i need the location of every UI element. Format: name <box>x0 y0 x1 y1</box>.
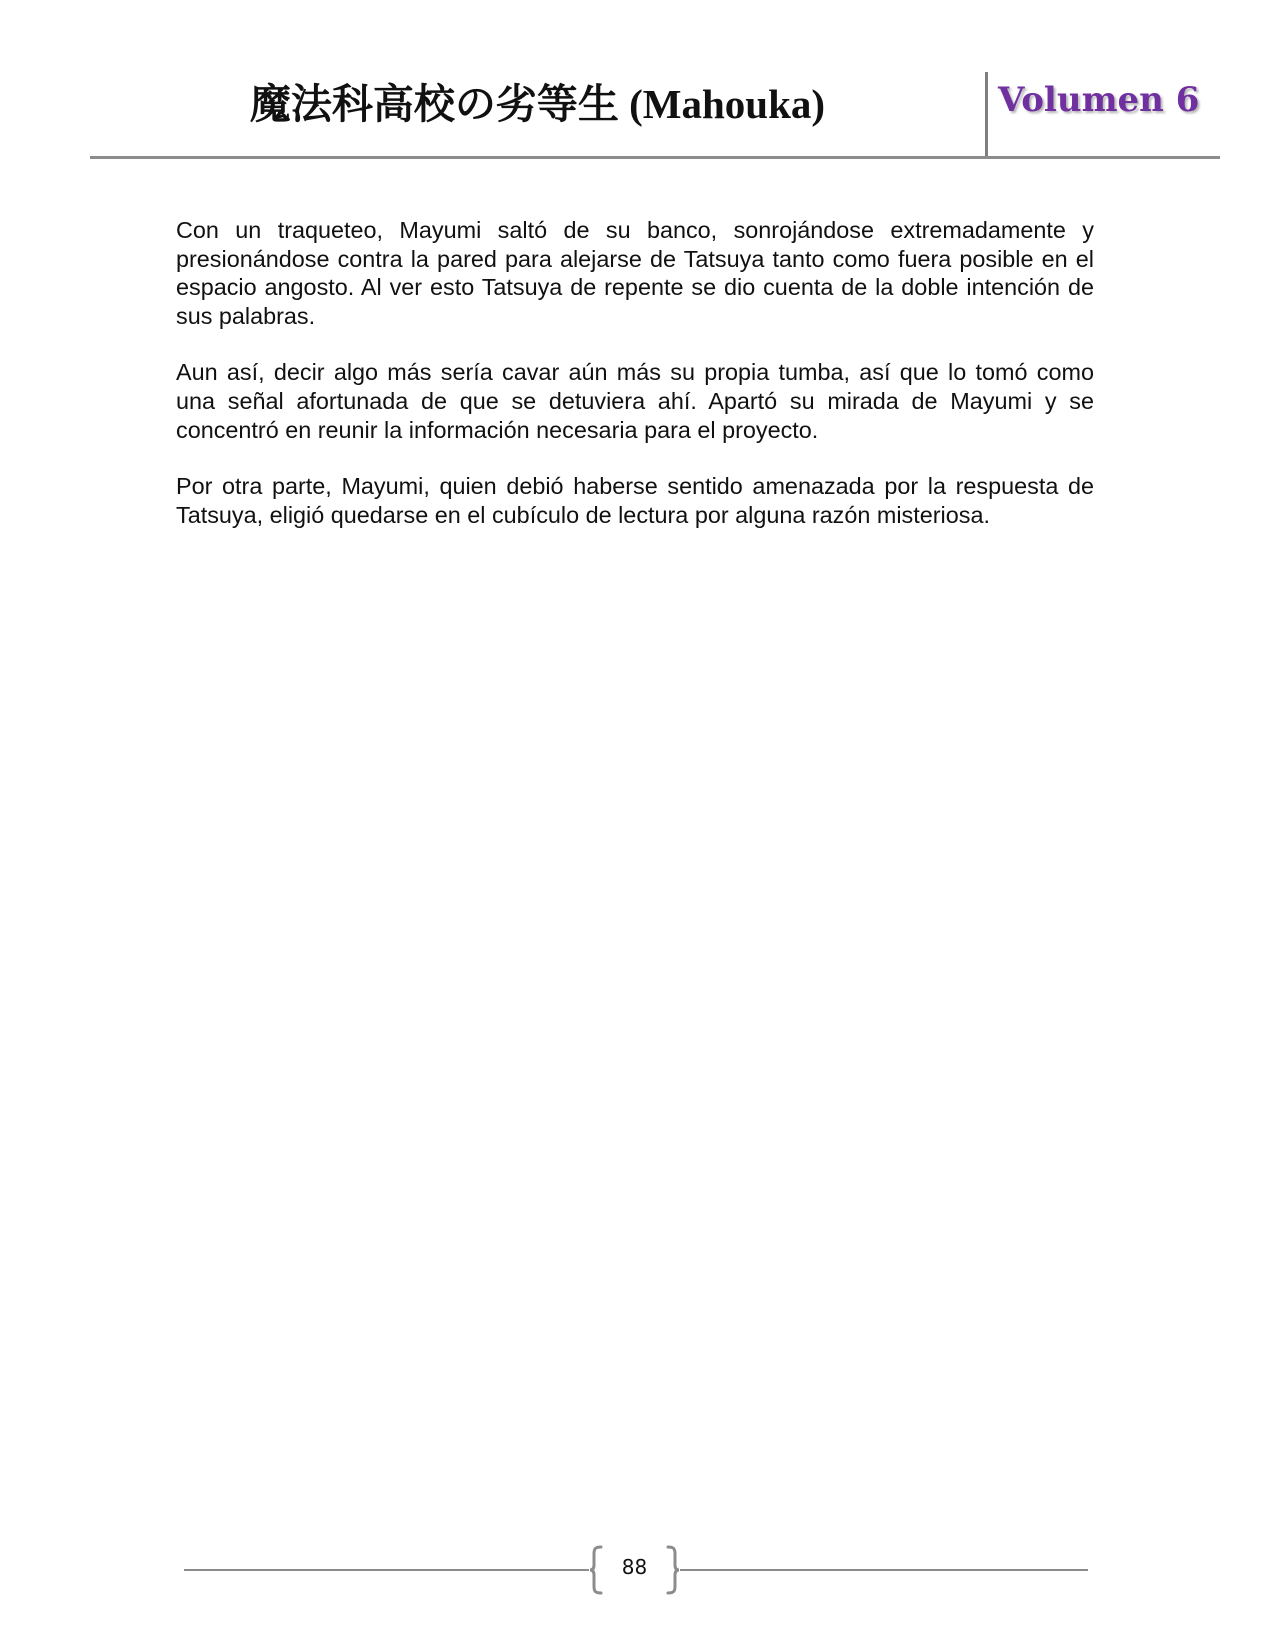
paragraph-1: Con un traqueteo, Mayumi saltó de su banco, sonrojándose extremadamente y presionándose contra la pared para alejarse de Tatsuya tanto como fuera posible en el espacio angosto. Al ver esto Tatsuya de repente se dio cuenta de la doble intención de sus palabras. <box>176 217 1094 329</box>
header-rule <box>90 156 1220 159</box>
page-header <box>90 70 1220 160</box>
volume-label: Volumen 6 <box>998 80 1200 120</box>
header-divider <box>985 72 988 156</box>
paragraph-2: Aun así, decir algo más sería cavar aún más su propia tumba, así que lo tomó como una señal afortunada de que se detuviera ahí. Apartó su mirada de Mayumi y se concentró en reunir la información necesaria para el proyecto. <box>176 359 1094 443</box>
page-footer <box>184 1545 1088 1595</box>
footer-rule-left <box>184 1569 589 1571</box>
footer-rule-right <box>680 1569 1088 1571</box>
page-number: 88 <box>621 1555 648 1579</box>
page-body <box>176 216 1094 557</box>
left-brace-icon <box>589 1545 605 1595</box>
paragraph-3: Por otra parte, Mayumi, quien debió haberse sentido amenazada por la respuesta de Tatsuya, eligió quedarse en el cubículo de lectura por alguna razón misteriosa. <box>176 473 1094 528</box>
right-brace-icon <box>664 1545 680 1595</box>
book-title: 魔法科高校の劣等生 (Mahouka) <box>249 81 826 127</box>
